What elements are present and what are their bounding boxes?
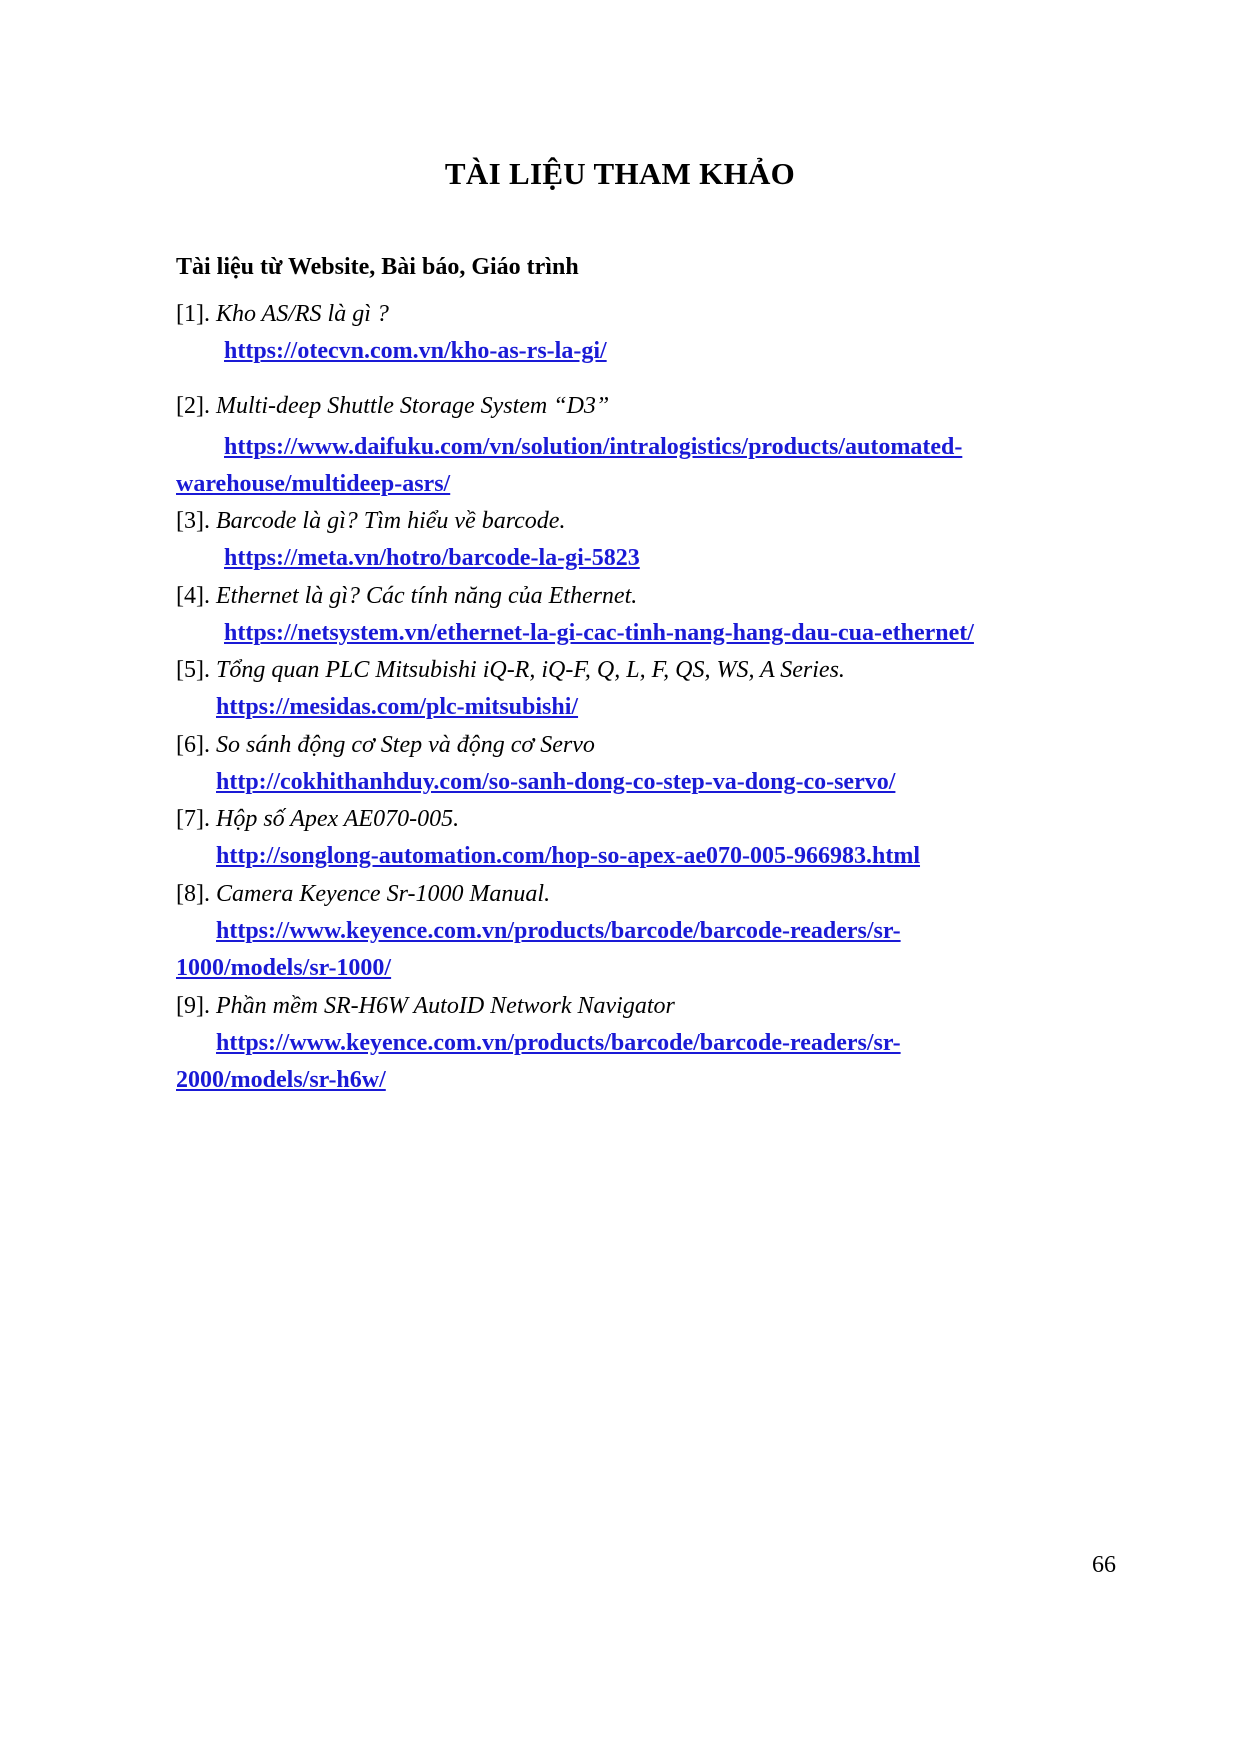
section-heading: Tài liệu từ Website, Bài báo, Giáo trình [176, 254, 579, 280]
reference-number: [1]. [176, 301, 210, 327]
page-number: 66 [1092, 1552, 1116, 1578]
reference-number: [8]. [176, 881, 210, 907]
reference-link-1[interactable]: https://otecvn.com.vn/kho-as-rs-la-gi/ [224, 338, 607, 364]
reference-number: [5]. [176, 657, 210, 683]
reference-title: Ethernet là gì? Các tính năng của Ethernet. [215, 583, 638, 609]
reference-link-9-line-2[interactable]: 2000/models/sr-h6w/ [176, 1067, 386, 1093]
reference-link-3[interactable]: https://meta.vn/hotro/barcode-la-gi-5823 [224, 545, 640, 571]
reference-number: [7]. [176, 806, 210, 832]
reference-item-5 [176, 652, 845, 689]
reference-number: [4]. [176, 583, 210, 609]
reference-title: Phần mềm SR-H6W AutoID Network Navigator [215, 993, 675, 1019]
reference-item-2 [176, 388, 609, 425]
reference-item-3 [176, 503, 565, 540]
reference-link-8-line-2[interactable]: 1000/models/sr-1000/ [176, 955, 392, 981]
reference-number: [2]. [176, 393, 210, 419]
reference-number: [9]. [176, 993, 210, 1019]
reference-title: So sánh động cơ Step và động cơ Servo [215, 732, 595, 758]
reference-item-4 [176, 578, 637, 615]
reference-link-4[interactable]: https://netsystem.vn/ethernet-la-gi-cac-tinh-nang-hang-dau-cua-ethernet/ [224, 620, 974, 646]
reference-title: Hộp số Apex AE070-005. [215, 806, 460, 832]
reference-title: Multi-deep Shuttle Storage System “D3” [215, 393, 610, 419]
reference-item-6 [176, 727, 595, 764]
reference-link-2-line-2[interactable]: warehouse/multideep-asrs/ [176, 471, 451, 497]
reference-title: Tổng quan PLC Mitsubishi iQ-R, iQ-F, Q, L, F, QS, WS, A Series. [215, 657, 845, 683]
reference-link-8-line-1[interactable]: https://www.keyence.com.vn/products/barcode/barcode-readers/sr- [216, 918, 901, 944]
reference-title: Barcode là gì? Tìm hiểu về barcode. [215, 508, 566, 534]
reference-link-7[interactable]: http://songlong-automation.com/hop-so-apex-ae070-005-966983.html [216, 843, 921, 869]
reference-number: [6]. [176, 732, 210, 758]
reference-link-9-line-1[interactable]: https://www.keyence.com.vn/products/barcode/barcode-readers/sr- [216, 1030, 901, 1056]
reference-item-7 [176, 801, 459, 838]
reference-item-1 [176, 296, 389, 333]
page-title: TÀI LIỆU THAM KHẢO [444, 156, 796, 191]
reference-title: Camera Keyence Sr-1000 Manual. [215, 881, 551, 907]
reference-item-8 [176, 876, 550, 913]
reference-link-5[interactable]: https://mesidas.com/plc-mitsubishi/ [216, 694, 579, 720]
reference-link-6[interactable]: http://cokhithanhduy.com/so-sanh-dong-co-step-va-dong-co-servo/ [216, 769, 896, 795]
reference-title: Kho AS/RS là gì ? [209, 301, 389, 327]
reference-item-9 [176, 988, 675, 1025]
reference-link-2-line-1[interactable]: https://www.daifuku.com/vn/solution/intralogistics/products/automated- [224, 434, 963, 460]
reference-number: [3]. [176, 508, 210, 534]
